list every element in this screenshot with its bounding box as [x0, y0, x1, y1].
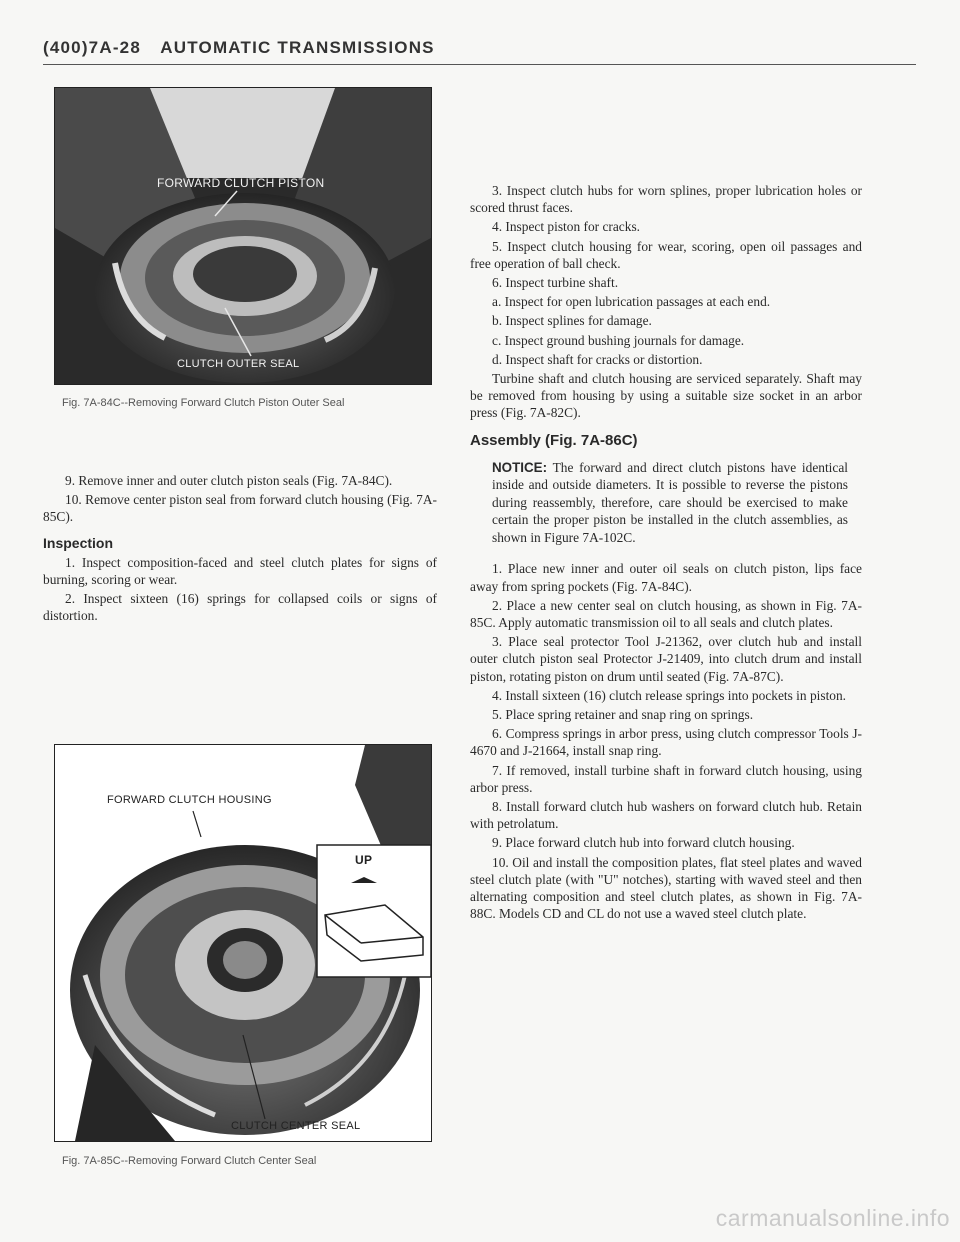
page-header: [43, 38, 916, 58]
fig2-label-housing: FORWARD CLUTCH HOUSING: [107, 794, 272, 806]
header-rule: [43, 64, 916, 65]
fig2-label-seal: CLUTCH CENTER SEAL: [231, 1120, 361, 1132]
inspection-heading: Inspection: [43, 534, 114, 551]
inspect-6a: a. Inspect for open lubrication passages at each end.: [492, 294, 771, 310]
step-10: 10. Remove center piston seal from forward clutch housing (Fig. 7A-85C).: [43, 492, 437, 525]
right-text-column: [470, 182, 862, 924]
inspect-1: 1. Inspect composition-faced and steel clutch plates for signs of burning, scoring or wear.: [43, 554, 437, 588]
assembly-7: 7. If removed, install turbine shaft in forward clutch housing, using arbor press.: [470, 762, 862, 795]
inspect-6: 6. Inspect turbine shaft.: [492, 275, 619, 291]
assembly-4: 4. Install sixteen (16) clutch release springs into pockets in piston.: [492, 687, 847, 703]
turbine-note: Turbine shaft and clutch housing are serviced separately. Shaft may be removed from housing by using a suitable size socket in an arbor press (Fig. 7A-82C).: [470, 371, 862, 421]
clutch-piston-photo: [55, 88, 431, 384]
assembly-3: 3. Place seal protector Tool J-21362, over clutch hub and install outer clutch piston seal Protector J-21409, into clutch drum and install piston, rotating piston on drum until seated (Fig. 7A-87C).: [470, 634, 862, 684]
fig2-inset-up-label: UP: [355, 853, 373, 867]
assembly-1: 1. Place new inner and outer oil seals on clutch piston, lips face away from spring pockets (Fig. 7A-84C).: [470, 561, 862, 594]
section-title: AUTOMATIC TRANSMISSIONS: [160, 38, 435, 57]
inspect-6c: c. Inspect ground bushing journals for damage.: [492, 332, 745, 348]
watermark: carmanualsonline.info: [715, 1205, 950, 1231]
fig2-caption: Fig. 7A-85C--Removing Forward Clutch Center Seal: [62, 1155, 317, 1167]
assembly-9: 9. Place forward clutch hub into forward clutch housing.: [492, 835, 795, 851]
notice-block: [492, 459, 848, 547]
notice-label: NOTICE:: [492, 459, 548, 475]
figure-7a-85c: [54, 744, 432, 1142]
inspect-4: 4. Inspect piston for cracks.: [492, 219, 640, 235]
left-text-column: [43, 472, 437, 627]
fig1-label-seal: CLUTCH OUTER SEAL: [177, 358, 300, 370]
assembly-heading: Assembly (Fig. 7A-86C): [470, 431, 638, 449]
inspect-6d: d. Inspect shaft for cracks or distortion.: [492, 351, 703, 367]
fig1-caption: Fig. 7A-84C--Removing Forward Clutch Piston Outer Seal: [62, 397, 345, 409]
inspect-6b: b. Inspect splines for damage.: [492, 313, 652, 329]
assembly-8: 8. Install forward clutch hub washers on forward clutch hub. Retain with petrolatum.: [470, 798, 862, 832]
figure-7a-84c: [54, 87, 432, 385]
inspect-2: 2. Inspect sixteen (16) springs for collapsed coils or signs of distortion.: [43, 591, 437, 624]
assembly-6: 6. Compress springs in arbor press, using clutch compressor Tools J-4670 and J-21664, install snap ring.: [470, 726, 862, 759]
assembly-2: 2. Place a new center seal on clutch housing, as shown in Fig. 7A-85C. Apply automatic transmission oil to all seals and clutch plates.: [470, 597, 862, 630]
step-9: 9. Remove inner and outer clutch piston seals (Fig. 7A-84C).: [65, 473, 393, 488]
assembly-5: 5. Place spring retainer and snap ring on springs.: [492, 706, 754, 722]
page-code: (400)7A-28: [43, 38, 141, 57]
inspect-3: 3. Inspect clutch hubs for worn splines, proper lubrication holes or scored thrust faces.: [470, 183, 862, 216]
notice-text: The forward and direct clutch pistons have identical inside and outside diameters. It is possible to reverse the pistons during reassembly, therefore, care should be exercised to make certain the proper piston be installed in the clutch assemblies, as shown in Figure 7A-102C.: [492, 459, 849, 545]
assembly-10: 10. Oil and install the composition plates, flat steel plates and waved steel clutch plate (with "U" notches), starting with waved steel and then alternating composition and steel clutch plates, as shown in Fig. 7A-88C. Models CD and CL do not use a waved steel clutch plate.: [470, 854, 862, 922]
fig1-label-piston: FORWARD CLUTCH PISTON: [157, 176, 325, 190]
inspect-5: 5. Inspect clutch housing for wear, scoring, open oil passages and free operation of ball check.: [470, 238, 862, 271]
